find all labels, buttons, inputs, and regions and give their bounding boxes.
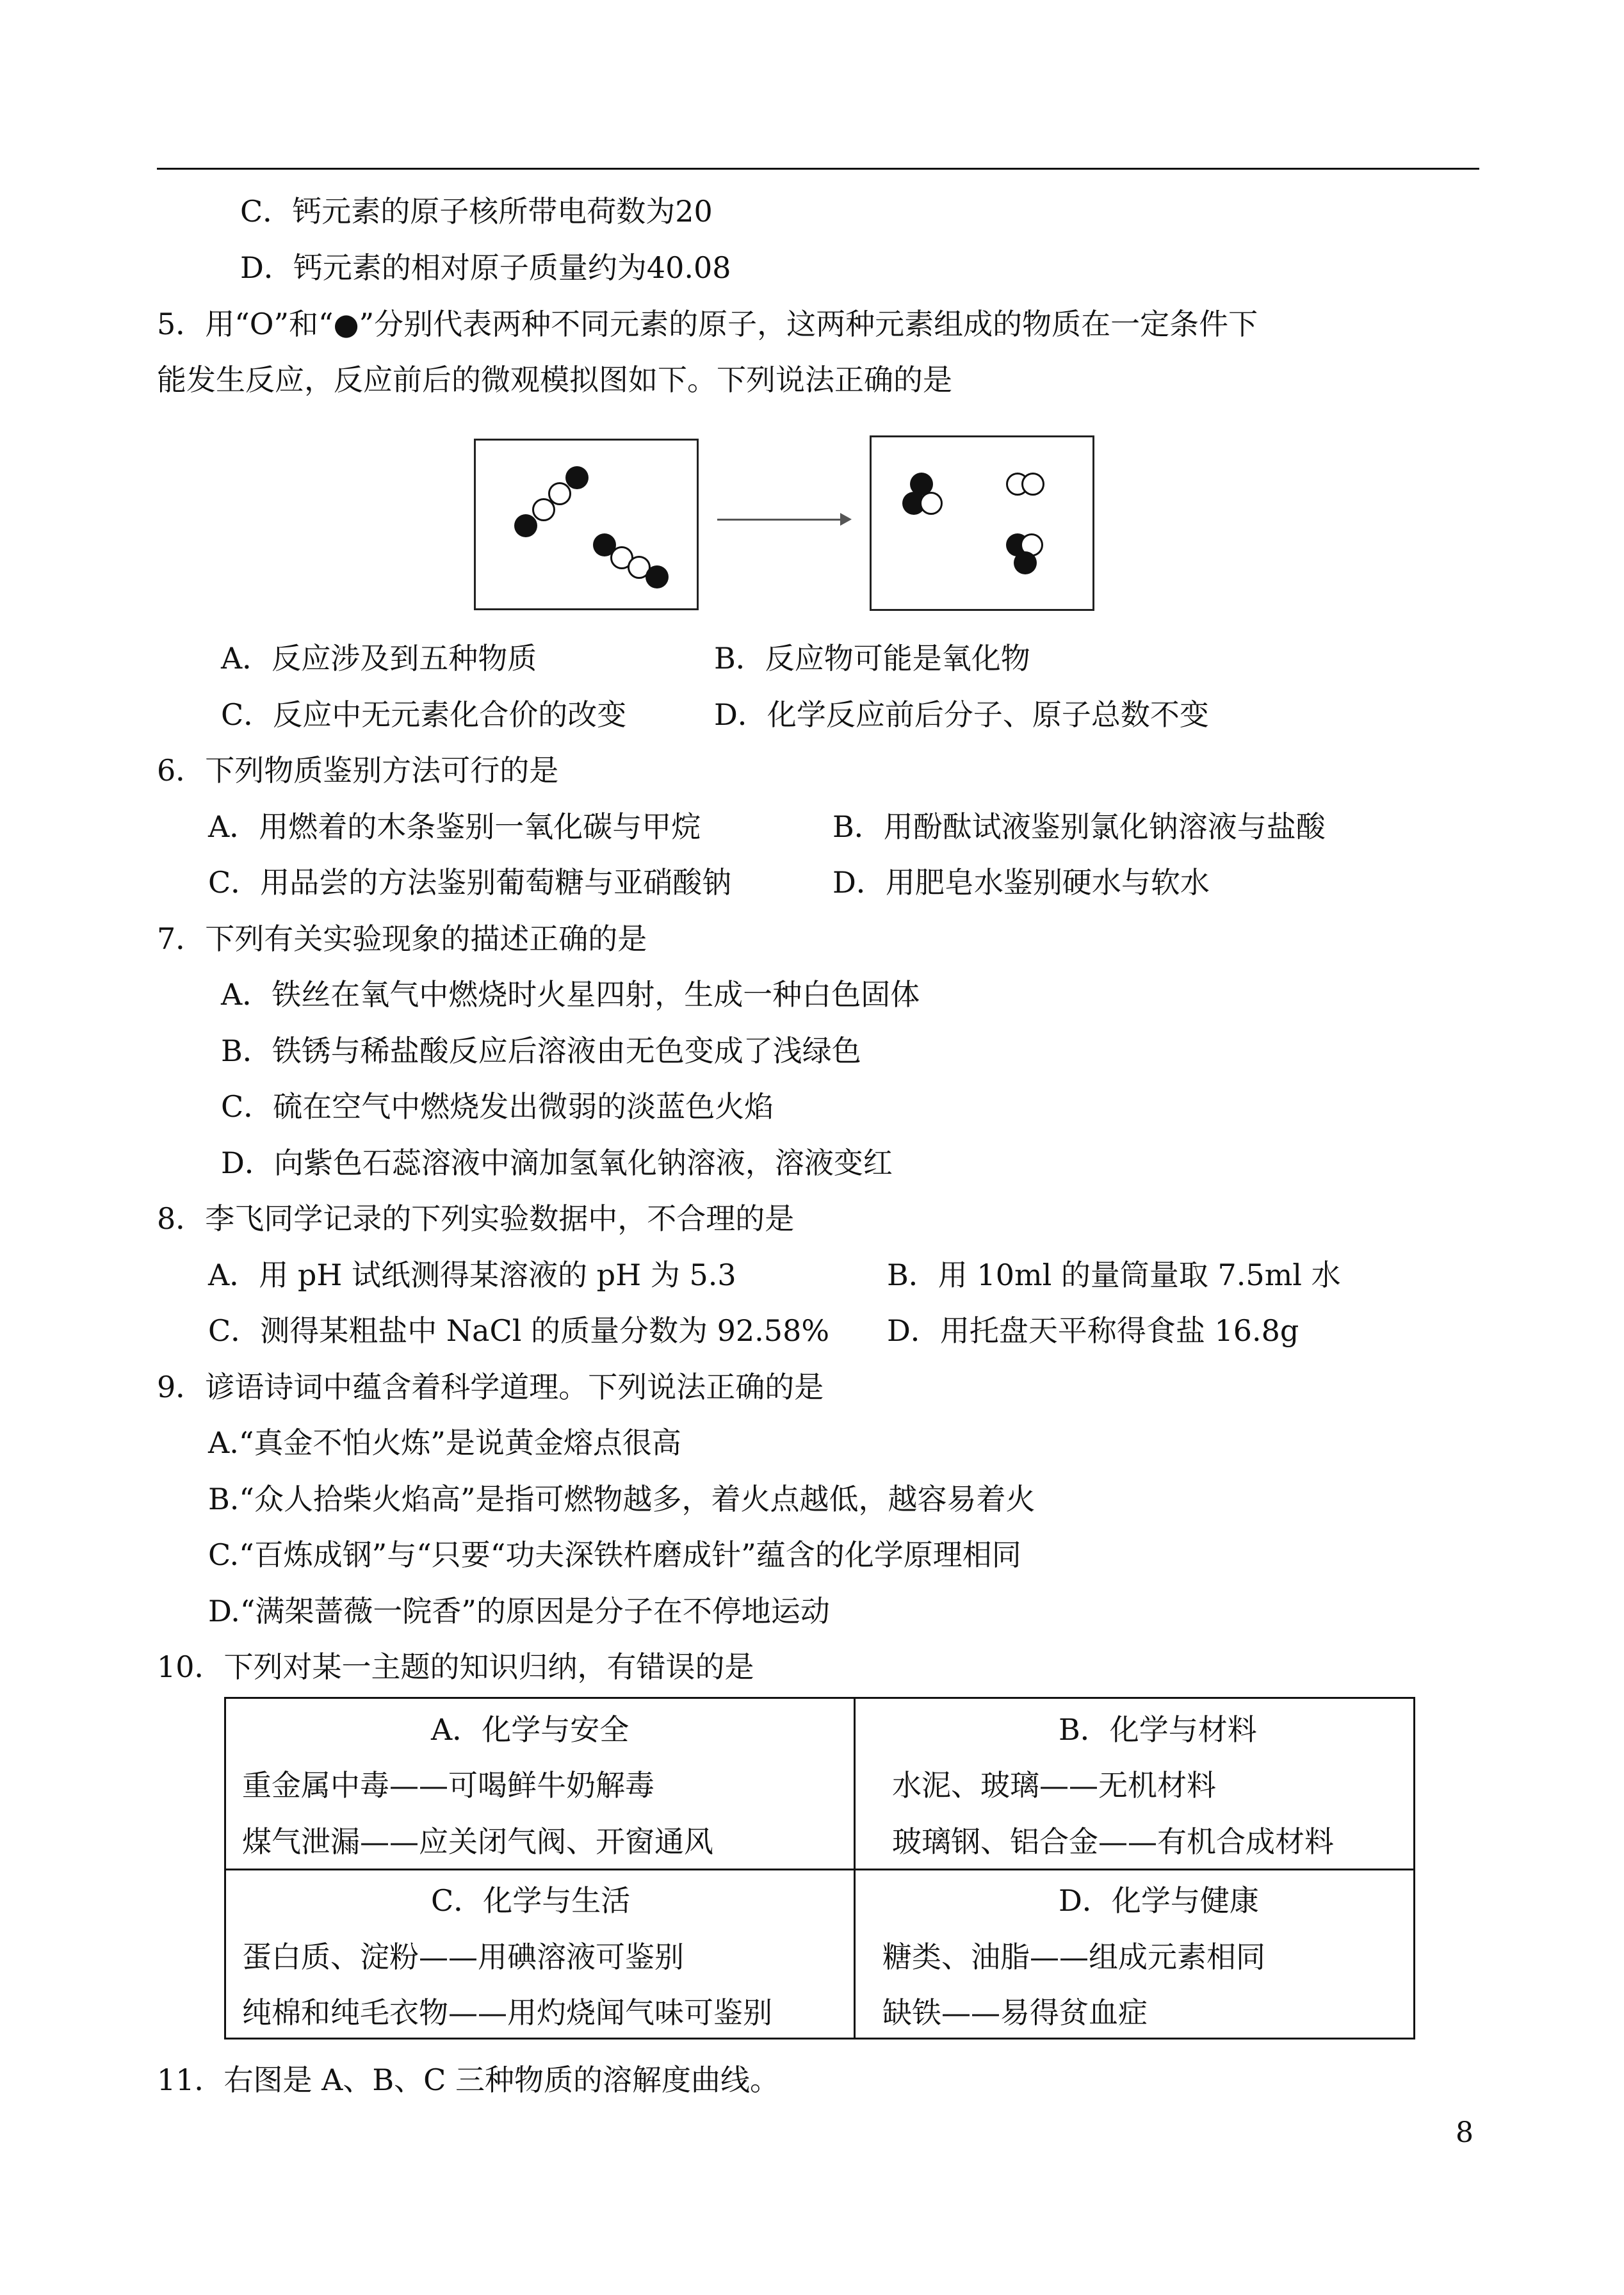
- dark-atom: [514, 514, 537, 537]
- cell-d-line1: 糖类、油脂——组成元素相同: [882, 1940, 1265, 1974]
- q8-option-c: C．测得某粗盐中 NaCl 的质量分数为 92.58%: [208, 1313, 830, 1348]
- cell-a-line1: 重金属中毒——可喝鲜牛奶解毒: [242, 1768, 654, 1803]
- q11-stem: 11．右图是 A、B、C 三种物质的溶解度曲线。: [157, 2063, 779, 2097]
- reaction-arrow: [717, 519, 845, 521]
- cell-a-title: A．化学与安全: [431, 1712, 629, 1747]
- cell-c-title: C．化学与生活: [431, 1883, 631, 1918]
- q8-option-a: A．用 pH 试纸测得某溶液的 pH 为 5.3: [208, 1258, 736, 1292]
- cell-b-title: B．化学与材料: [1059, 1712, 1257, 1747]
- q9-option-d: D.“满架蔷薇一院香”的原因是分子在不停地运动: [208, 1594, 830, 1628]
- q8-option-b: B．用 10ml 的量筒量取 7.5ml 水: [887, 1258, 1341, 1292]
- q9-option-c: C.“百炼成钢”与“只要“功夫深铁杵磨成针”蕴含的化学原理相同: [208, 1537, 1021, 1572]
- q6-option-c: C．用品尝的方法鉴别葡萄糖与亚硝酸钠: [208, 865, 732, 900]
- arrow-head-icon: [840, 513, 852, 526]
- light-atom: [920, 492, 943, 515]
- dark-atom: [1014, 551, 1037, 574]
- reactants-box: [474, 439, 699, 610]
- products-box: [870, 435, 1094, 611]
- q6-option-a: A．用燃着的木条鉴别一氧化碳与甲烷: [208, 809, 701, 844]
- table-divider-horizontal: [226, 1869, 1413, 1870]
- light-atom: [548, 482, 571, 505]
- q5-stem-line1: 5．用“O”和“●”分别代表两种不同元素的原子，这两种元素组成的物质在一定条件下: [157, 307, 1258, 341]
- dark-atom: [565, 466, 589, 489]
- q6-stem: 6．下列物质鉴别方法可行的是: [157, 753, 559, 788]
- q6-option-d: D．用肥皂水鉴别硬水与软水: [832, 865, 1210, 900]
- reaction-diagram: [474, 435, 1101, 612]
- q10-table: [224, 1697, 1415, 2040]
- q7-option-c: C．硫在空气中燃烧发出微弱的淡蓝色火焰: [221, 1089, 774, 1124]
- q4-option-c: C．钙元素的原子核所带电荷数为20: [240, 194, 713, 229]
- light-atom: [1021, 473, 1044, 496]
- header-rule: [157, 168, 1479, 170]
- q5-stem-line2: 能发生反应，反应前后的微观模拟图如下。下列说法正确的是: [157, 362, 952, 397]
- q6-option-b: B．用酚酞试液鉴别氯化钠溶液与盐酸: [832, 809, 1326, 844]
- q8-stem: 8．李飞同学记录的下列实验数据中，不合理的是: [157, 1201, 795, 1236]
- q5-option-c: C．反应中无元素化合价的改变: [221, 697, 627, 732]
- q5-option-a: A．反应涉及到五种物质: [221, 641, 537, 676]
- cell-c-line1: 蛋白质、淀粉——用碘溶液可鉴别: [242, 1940, 684, 1974]
- q10-stem: 10．下列对某一主题的知识归纳，有错误的是: [157, 1650, 754, 1684]
- cell-a-line2: 煤气泄漏——应关闭气阀、开窗通风: [242, 1824, 713, 1859]
- q7-option-d: D．向紫色石蕊溶液中滴加氢氧化钠溶液，溶液变红: [221, 1146, 893, 1180]
- q9-option-b: B.“众人拾柴火焰高”是指可燃物越多，着火点越低，越容易着火: [208, 1482, 1035, 1516]
- q7-option-b: B．铁锈与稀盐酸反应后溶液由无色变成了浅绿色: [221, 1034, 861, 1068]
- q7-stem: 7．下列有关实验现象的描述正确的是: [157, 921, 647, 956]
- page-number: 8: [1456, 2116, 1474, 2149]
- cell-b-line1: 水泥、玻璃——无机材料: [892, 1768, 1216, 1803]
- q9-stem: 9．谚语诗词中蕴含着科学道理。下列说法正确的是: [157, 1370, 824, 1404]
- cell-c-line2: 纯棉和纯毛衣物——用灼烧闻气味可鉴别: [242, 1995, 772, 2030]
- q8-option-d: D．用托盘天平称得食盐 16.8g: [887, 1313, 1299, 1348]
- cell-d-line2: 缺铁——易得贫血症: [882, 1995, 1148, 2030]
- q7-option-a: A．铁丝在氧气中燃烧时火星四射，生成一种白色固体: [221, 977, 920, 1012]
- q4-option-d: D．钙元素的相对原子质量约为40.08: [240, 250, 731, 285]
- cell-d-title: D．化学与健康: [1059, 1883, 1259, 1918]
- dark-atom: [646, 565, 669, 588]
- q5-option-b: B．反应物可能是氧化物: [714, 641, 1030, 676]
- q9-option-a: A.“真金不怕火炼”是说黄金熔点很高: [208, 1425, 681, 1460]
- cell-b-line2: 玻璃钢、铝合金——有机合成材料: [892, 1824, 1334, 1859]
- q5-option-d: D．化学反应前后分子、原子总数不变: [714, 697, 1209, 732]
